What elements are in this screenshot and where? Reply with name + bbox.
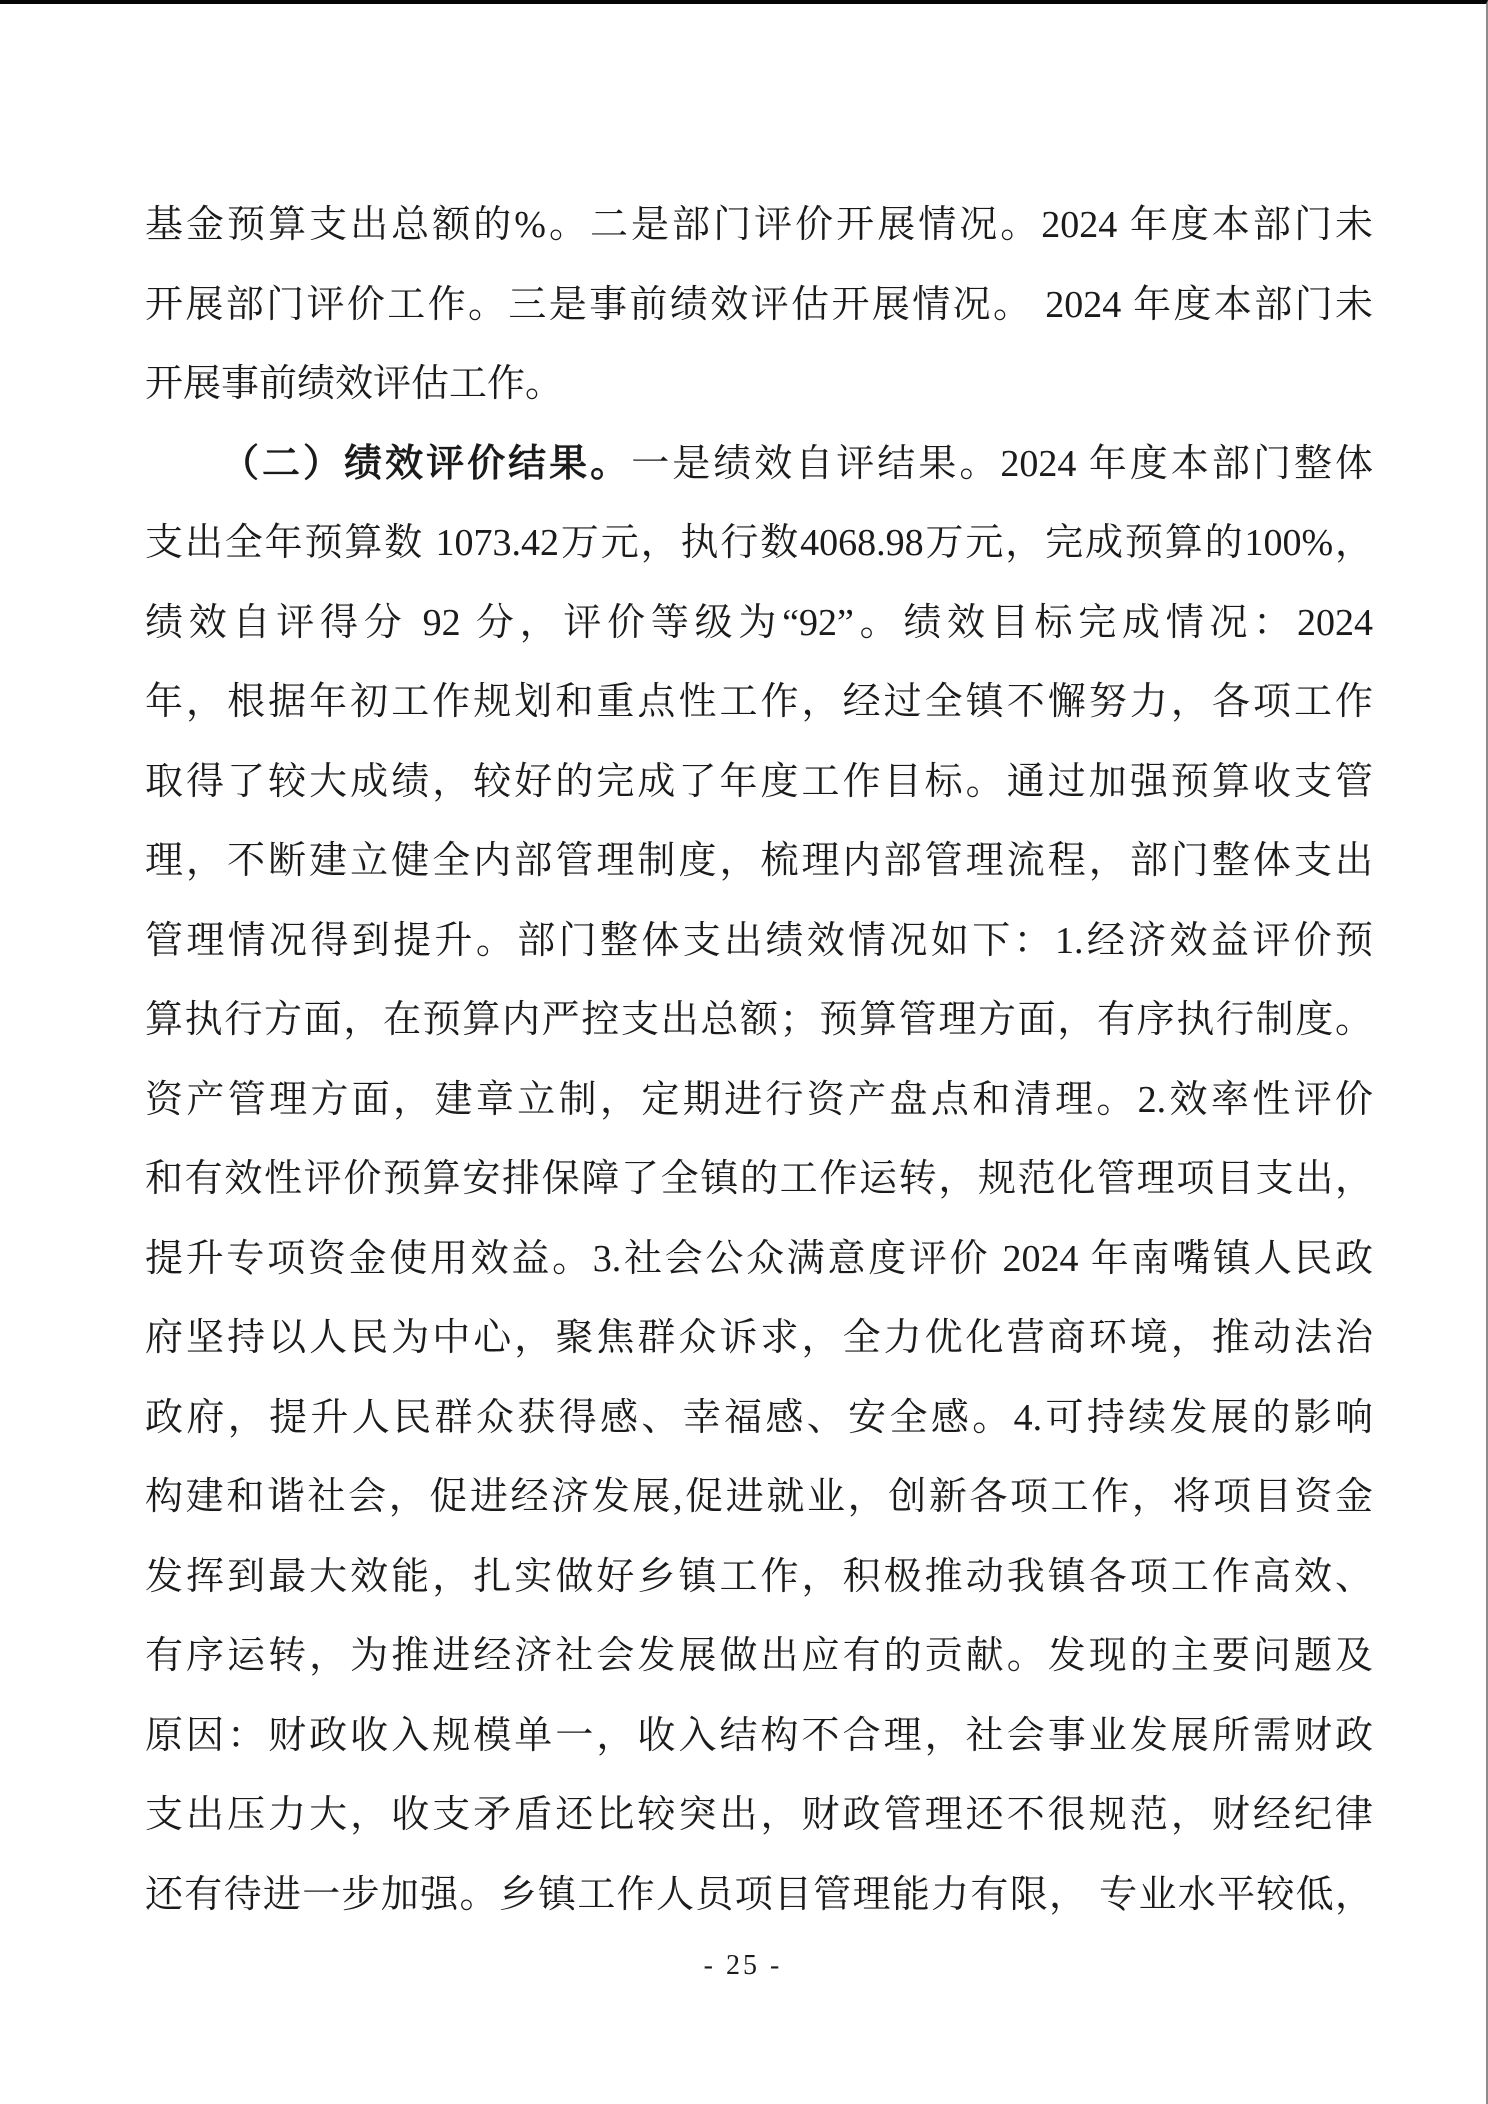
- text-line: 开展部门评价工作。三是事前绩效评估开展情况。 2024 年度本部门未: [145, 283, 1373, 326]
- text-line: 管理情况得到提升。部门整体支出绩效情况如下：1.经济效益评价预: [145, 919, 1373, 962]
- text-line: 有序运转，为推进经济社会发展做出应有的贡献。发现的主要问题及: [145, 1635, 1373, 1677]
- text-line: 还有待进一步加强。乡镇工作人员项目管理能力有限， 专业水平较低，: [145, 1873, 1373, 1916]
- text-line: （二）绩效评价结果。一是绩效自评结果。2024 年度本部门整体: [221, 442, 1373, 485]
- text-line: 府坚持以人民为中心，聚焦群众诉求，全力优化营商环境，推动法治: [145, 1317, 1373, 1359]
- text-line: 绩效自评得分 92 分，评价等级为“92”。绩效目标完成情况：2024: [145, 601, 1373, 644]
- text-line: 基金预算支出总额的%。二是部门评价开展情况。2024 年度本部门未: [145, 204, 1373, 246]
- text-line: 年，根据年初工作规划和重点性工作，经过全镇不懈努力，各项工作: [145, 681, 1373, 723]
- text-line: 资产管理方面，建章立制，定期进行资产盘点和清理。2.效率性评价: [145, 1078, 1373, 1121]
- page-number: - 25 -: [703, 1950, 783, 1981]
- text-line: 政府，提升人民群众获得感、幸福感、安全感。4.可持续发展的影响: [145, 1396, 1373, 1439]
- text-line: 和有效性评价预算安排保障了全镇的工作运转，规范化管理项目支出，: [145, 1158, 1373, 1200]
- text-line: 支出压力大，收支矛盾还比较突出，财政管理还不很规范，财经纪律: [145, 1794, 1373, 1836]
- text-line: 支出全年预算数 1073.42万元，执行数4068.98万元，完成预算的100%，: [145, 522, 1373, 564]
- text-line: 构建和谐社会，促进经济发展,促进就业，创新各项工作，将项目资金: [145, 1476, 1373, 1518]
- text-line: 开展事前绩效评估工作。: [145, 363, 564, 405]
- document-body: [145, 186, 1373, 1935]
- text-line: 算执行方面，在预算内严控支出总额；预算管理方面，有序执行制度。: [145, 999, 1373, 1041]
- text-line: 提升专项资金使用效益。3.社会公众满意度评价 2024 年南嘴镇人民政: [145, 1237, 1373, 1280]
- text-line: 原因：财政收入规模单一，收入结构不合理，社会事业发展所需财政: [145, 1714, 1373, 1757]
- text-line: 取得了较大成绩，较好的完成了年度工作目标。通过加强预算收支管: [145, 760, 1373, 803]
- text-line: 发挥到最大效能，扎实做好乡镇工作，积极推动我镇各项工作高效、: [145, 1555, 1373, 1598]
- text-line: 理，不断建立健全内部管理制度，梳理内部管理流程，部门整体支出: [145, 840, 1373, 882]
- section-heading-bold: （二）绩效评价结果。: [221, 442, 632, 485]
